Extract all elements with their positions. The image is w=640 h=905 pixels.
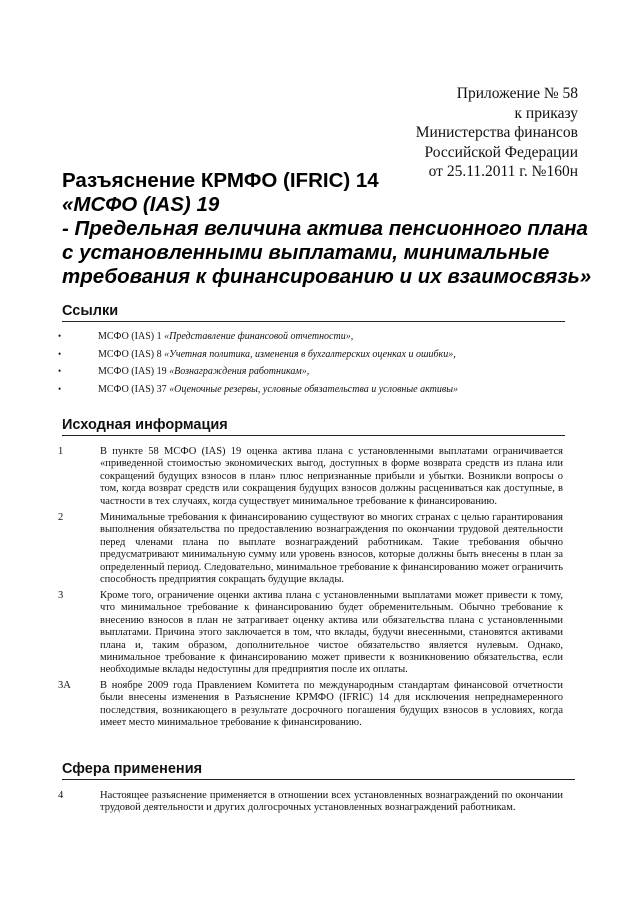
title-line-1: Разъяснение КРМФО (IFRIC) 14 [62,169,379,192]
paragraph-text: Минимальные требования к финансированию существуют во многих странах с целью гарантирования выполнения обязательства по предоставлению вознаграждения по окончании трудовой деятельности перед членами плана по выплате вознаграждений работникам. Такие требования обычно предусматривают минимальную сумму или уровень взносов, которые должны быть внесены в план за определенный период. Следовательно, минимальное требование к финансированию может ограничить способность предприятия сокращать будущие вклады. [100,512,563,586]
reference-standard: МСФО (IAS) 37 [98,383,170,395]
paragraph-number: 3А [58,680,71,691]
paragraph-number: 4 [58,790,64,801]
paragraph-number: 2 [58,512,64,523]
title-line-5: требования к финансированию и их взаимосвязь» [62,265,592,288]
section-heading-links: Ссылки [62,302,565,322]
title-line-4: с установленными выплатами, минимальные [62,241,550,264]
bullet: • [58,331,62,341]
annex-date: от 25.11.2011 г. №160н [428,163,578,180]
annex-country: Российской Федерации [424,143,578,161]
paragraph-text: Кроме того, ограничение оценки актива плана с установленными выплатами может привести к тому, что минимальное требование к финансированию будет обременительным. Обычно требование к внесению взносов в план не затрагивает оценку актива или обязательства плана с установленными выплатами. Причина этого заключается в том, что вклады, будучи внесенными, становятся активами плана и, таким образом, дополнительное чистое обязательство является нулевым. Однако, минимальное требование к финансированию может привести к возникновению обязательства, если необходимые вклады недоступны для предприятия после их оплаты. [100,590,563,676]
reference-standard: МСФО (IAS) 8 [98,348,165,360]
title-line-3: - Предельная величина актива пенсионного плана [62,217,588,240]
list-item [58,363,558,381]
annex-order: к приказу [514,104,578,122]
title-line-2: «МСФО (IAS) 19 [62,193,220,216]
paragraph-number: 1 [58,446,64,457]
reference-title: «Учетная политика, изменения в бухгалтерских оценках и ошибки», [164,348,456,360]
bullet: • [58,383,62,394]
list-item [58,346,558,364]
paragraph-text: В ноябре 2009 года Правлением Комитета по международным стандартам финансовой отчетности были внесены изменения в Разъяснение КРМФО (IFRIC) 14 для исключения непреднамеренного последствия, возникающего в результате досрочного погашения будущих взносов в условиях, когда имеет место минимальное требование к финансированию. [100,680,563,729]
annex-ministry: Министерства финансов [415,124,578,141]
bullet: • [58,366,62,376]
section-heading-source-info: Исходная информация [62,416,565,436]
references-list [58,328,558,398]
paragraph-number: 3 [58,590,64,601]
list-item [58,381,558,399]
annex-header [416,84,578,182]
list-item [58,328,558,346]
bullet: • [58,348,62,359]
section-heading-scope: Сфера применения [62,760,575,780]
document-title [62,169,622,289]
paragraph-text: В пункте 58 МСФО (IAS) 19 оценка актива плана с установленными выплатами ограничивается «приведенной стоимостью экономических выгод, доступных в форме возврата средств из плана или сокращений будущих взносов в план» плюс непризнанные прибыли и убытки. Возникли вопросы о том, когда возврат средств или сокращения будущих взносов должны расцениваться как доступные, в частности в тех случаях, когда существует минимальное требование к финансированию. [100,446,563,507]
reference-title: «Вознаграждения работникам», [169,366,310,377]
reference-standard: МСФО (IAS) 19 [98,366,170,377]
reference-title: «Представление финансовой отчетности», [164,331,354,342]
annex-number: Приложение № 58 [456,85,578,102]
reference-standard: МСФО (IAS) 1 [98,331,165,342]
reference-title: «Оценочные резервы, условные обязательства и условные активы» [169,383,458,395]
paragraph-text: Настоящее разъяснение применяется в отношении всех установленных вознаграждений по окончании трудовой деятельности и других долгосрочных установленных вознаграждений работникам. [100,790,563,814]
